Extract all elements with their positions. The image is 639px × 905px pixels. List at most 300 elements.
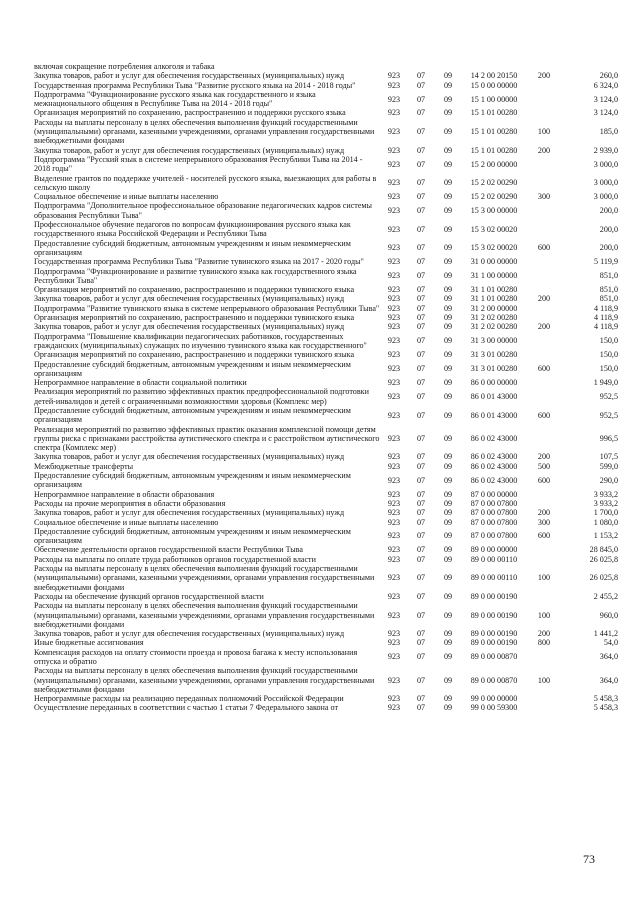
table-row	[34, 294, 618, 303]
row-expense-type-code	[530, 313, 558, 322]
row-amount: 952,5	[599, 392, 618, 402]
row-amount: 185,0	[599, 127, 618, 137]
row-section-code: 07	[416, 178, 426, 188]
row-target-code: 31 3 01 00280	[470, 364, 518, 374]
row-amount: 3 933,2	[593, 498, 618, 508]
row-expense-type-code	[530, 499, 558, 508]
row-subsection-code: 09	[443, 675, 453, 685]
row-admin-code: 923	[387, 224, 401, 234]
table-row	[34, 387, 618, 406]
row-name: Расходы на выплаты персоналу в целях обеспечения выполнения функций государственными (муниципальными) органами, казенными учреждениями, органами управления государственными внебюджетными фондами	[34, 601, 375, 629]
row-expense-type-code	[530, 90, 558, 109]
row-expense-type-code: 600	[537, 475, 551, 485]
table-row	[34, 62, 618, 71]
row-expense-type-code	[530, 332, 558, 351]
row-section-code: 07	[416, 461, 426, 471]
row-amount: 4 118,9	[594, 303, 618, 313]
row-section-code: 07	[416, 638, 426, 648]
row-target-code: 31 0 00 00000	[470, 257, 518, 267]
row-expense-type-code: 800	[537, 638, 551, 648]
row-section-code: 07	[416, 545, 426, 555]
row-name: Социальное обеспечение и иные выплаты населению	[34, 517, 219, 527]
table-row	[34, 555, 618, 564]
row-name: Иные бюджетные ассигнования	[34, 638, 144, 648]
row-subsection-code: 09	[443, 243, 453, 253]
table-row	[34, 313, 618, 322]
row-subsection-code: 09	[443, 531, 453, 541]
row-section-code: 07	[416, 303, 426, 313]
table-row	[34, 452, 618, 461]
row-section-code: 07	[416, 452, 426, 462]
table-row	[34, 332, 618, 351]
table-row	[34, 71, 618, 80]
row-amount: 1 153,2	[593, 531, 618, 541]
table-row	[34, 564, 618, 592]
row-amount: 3 000,0	[593, 159, 618, 169]
row-amount: 5 119,9	[594, 257, 618, 267]
row-name: Закупка товаров, работ и услуг для обеспечения государственных (муниципальных) нужд	[34, 452, 345, 462]
row-subsection-code: 09	[443, 94, 453, 104]
row-subsection-code: 09	[443, 433, 453, 443]
row-admin-code: 923	[387, 475, 401, 485]
row-admin-code: 923	[387, 322, 401, 332]
row-expense-type-code: 200	[537, 71, 551, 81]
row-amount: 5 458,3	[593, 694, 618, 704]
table-row	[34, 648, 618, 667]
row-amount: 1 949,0	[593, 378, 618, 388]
row-subsection-code: 09	[443, 545, 453, 555]
row-expense-type-code: 600	[537, 364, 551, 374]
row-name: Подпрограмма "Русский язык в системе непрерывного образования Республики Тыва на 2014 - 2018 годы"	[34, 154, 363, 174]
row-section-code: 07	[416, 508, 426, 518]
row-target-code: 31 1 00 00000	[470, 271, 518, 281]
row-expense-type-code: 100	[537, 675, 551, 685]
row-amount: 3 000,0	[593, 192, 618, 202]
row-section-code: 07	[416, 294, 426, 304]
row-target-code	[458, 62, 530, 71]
row-admin-code: 923	[387, 545, 401, 555]
row-expense-type-code: 200	[537, 508, 551, 518]
row-target-code: 86 0 01 43000	[470, 392, 518, 402]
row-name: Организация мероприятий по сохранению, распространению и поддержки тувинского языка	[34, 285, 355, 295]
row-amount: 3 124,0	[593, 108, 618, 118]
row-name: Реализация мероприятий по развитию эффективных практик оказания комплексной помощи детям группы риска с признаками расстройства аутистического спектра и с расстройством аутистического спектра (Комплекс мер)	[34, 424, 380, 453]
row-expense-type-code	[530, 174, 558, 193]
row-expense-type-code	[530, 694, 558, 703]
table-row	[34, 425, 618, 453]
row-expense-type-code: 200	[537, 145, 551, 155]
row-admin-code: 923	[387, 71, 401, 81]
table-row	[34, 257, 618, 266]
table-row	[34, 155, 618, 174]
table-row	[34, 174, 618, 193]
row-target-code: 89 0 00 00190	[470, 629, 518, 639]
row-expense-type-code: 200	[537, 294, 551, 304]
row-expense-type-code	[530, 378, 558, 387]
table-row	[34, 518, 618, 527]
row-subsection-code: 09	[443, 224, 453, 234]
row-section-code: 07	[416, 489, 426, 499]
row-expense-type-code: 500	[537, 461, 551, 471]
table-row	[34, 81, 618, 90]
row-admin-code: 923	[387, 313, 401, 323]
row-subsection-code: 09	[443, 159, 453, 169]
row-expense-type-code	[530, 387, 558, 406]
table-row	[34, 527, 618, 546]
row-amount: 260,0	[599, 71, 618, 81]
row-name: Расходы на прочие мероприятия в области образования	[34, 498, 226, 508]
row-subsection-code: 09	[443, 145, 453, 155]
row-name: Непрограммные расходы на реализацию переданных полномочий Российской Федерации	[34, 694, 344, 704]
row-target-code: 15 1 01 00280	[470, 145, 518, 155]
table-row	[34, 108, 618, 117]
row-target-code: 15 2 00 00000	[470, 159, 518, 169]
row-subsection-code: 09	[443, 271, 453, 281]
table-row	[34, 304, 618, 313]
row-section-code: 07	[416, 145, 426, 155]
row-name: Организация мероприятий по сохранению, распространению и поддержки тувинского языка	[34, 350, 355, 360]
row-subsection-code: 09	[443, 694, 453, 704]
row-amount: 4 118,9	[594, 322, 618, 332]
table-row	[34, 499, 618, 508]
row-subsection-code: 09	[443, 410, 453, 420]
row-target-code: 99 0 00 59300	[470, 703, 518, 713]
row-admin-code: 923	[387, 498, 401, 508]
row-name: Межбюджетные трансферты	[34, 461, 134, 471]
row-admin-code: 923	[387, 591, 401, 601]
row-amount: 5 458,3	[593, 703, 618, 713]
row-admin-code: 923	[387, 489, 401, 499]
row-target-code: 31 3 01 00280	[470, 350, 518, 360]
row-admin-code: 923	[387, 461, 401, 471]
row-amount: 54,0	[603, 638, 618, 648]
row-amount: 150,0	[599, 364, 618, 374]
row-expense-type-code: 100	[537, 127, 551, 137]
page-number: 73	[583, 852, 595, 866]
row-admin-code: 923	[387, 294, 401, 304]
row-admin-code: 923	[387, 652, 401, 662]
row-target-code: 89 0 00 00110	[470, 573, 518, 583]
row-section-code: 07	[416, 498, 426, 508]
row-name: Организация мероприятий по сохранению, распространению и поддержки тувинского языка	[34, 313, 355, 323]
row-name: Обеспечение деятельности органов государственной власти Республики Тыва	[34, 545, 303, 555]
row-name: Организация мероприятий по сохранению, распространению и поддержки русского языка	[34, 108, 346, 118]
row-subsection-code: 09	[443, 475, 453, 485]
row-subsection-code: 09	[443, 80, 453, 90]
row-amount: 290,0	[599, 475, 618, 485]
row-subsection-code: 09	[443, 350, 453, 360]
row-section-code: 07	[416, 475, 426, 485]
row-admin-code: 923	[387, 206, 401, 216]
table-row	[34, 462, 618, 471]
table-row	[34, 545, 618, 554]
row-subsection-code: 09	[443, 591, 453, 601]
row-admin-code: 923	[387, 638, 401, 648]
row-expense-type-code	[530, 108, 558, 117]
row-admin-code: 923	[387, 610, 401, 620]
row-target-code: 87 0 00 07800	[470, 517, 518, 527]
row-expense-type-code	[530, 81, 558, 90]
row-amount: 200,0	[599, 243, 618, 253]
row-expense-type-code: 200	[537, 322, 551, 332]
row-target-code: 15 1 00 00000	[470, 94, 518, 104]
table-row	[34, 703, 618, 712]
row-subsection-code: 09	[443, 206, 453, 216]
row-admin-code: 923	[387, 159, 401, 169]
row-admin-code: 923	[387, 350, 401, 360]
row-target-code: 89 0 00 00110	[470, 554, 518, 564]
row-target-code: 31 2 00 00000	[470, 303, 518, 313]
row-subsection-code: 09	[443, 364, 453, 374]
row-admin-code: 923	[387, 80, 401, 90]
row-section-code: 07	[416, 71, 426, 81]
row-subsection-code: 09	[443, 322, 453, 332]
row-admin-code: 923	[387, 452, 401, 462]
row-amount: 6 324,0	[593, 80, 618, 90]
row-name: Предоставление субсидий бюджетным, автономным учреждениям и иным некоммерческим организациям	[34, 238, 351, 257]
row-name: Закупка товаров, работ и услуг для обеспечения государственных (муниципальных) нужд	[34, 145, 345, 155]
row-subsection-code: 09	[443, 285, 453, 295]
row-subsection-code: 09	[443, 573, 453, 583]
row-admin-code: 923	[387, 694, 401, 704]
row-amount: 28 845,0	[589, 545, 618, 555]
row-amount: 150,0	[599, 336, 618, 346]
row-section-code: 07	[416, 517, 426, 527]
row-target-code: 87 0 00 07800	[470, 498, 518, 508]
table-row	[34, 146, 618, 155]
row-name: Выделение грантов по поддержке учителей - носителей русского языка, выезжающих для работы в сельскую школу	[34, 173, 377, 192]
row-expense-type-code	[530, 155, 558, 174]
row-section-code: 07	[416, 285, 426, 295]
row-name: Предоставление субсидий бюджетным, автономным учреждениям и иным некоммерческим организациям	[34, 359, 351, 378]
row-amount: 3 000,0	[593, 178, 618, 188]
table-row	[34, 694, 618, 703]
table-row	[34, 601, 618, 629]
row-section-code: 07	[416, 675, 426, 685]
row-subsection-code: 09	[443, 554, 453, 564]
row-expense-type-code: 600	[537, 410, 551, 420]
row-name: Закупка товаров, работ и услуг для обеспечения государственных (муниципальных) нужд	[34, 508, 345, 518]
row-admin-code: 923	[387, 703, 401, 713]
table-row	[34, 638, 618, 647]
row-section-code: 07	[416, 108, 426, 118]
row-amount: 599,0	[599, 461, 618, 471]
row-amount: 200,0	[599, 206, 618, 216]
row-expense-type-code	[530, 201, 558, 220]
row-section-code: 07	[416, 629, 426, 639]
budget-table	[34, 62, 618, 713]
row-section-code: 07	[416, 127, 426, 137]
row-amount: 996,5	[599, 433, 618, 443]
row-subsection-code: 09	[443, 108, 453, 118]
row-expense-type-code: 600	[537, 531, 551, 541]
row-target-code: 86 0 02 43000	[470, 433, 518, 443]
table-row	[34, 90, 618, 109]
row-name: Закупка товаров, работ и услуг для обеспечения государственных (муниципальных) нужд	[34, 629, 345, 639]
row-name: Предоставление субсидий бюджетным, автономным учреждениям и иным некоммерческим организациям	[34, 405, 351, 425]
row-subsection-code: 09	[443, 452, 453, 462]
row-amount: 3 124,0	[593, 94, 618, 104]
row-subsection-code: 09	[443, 652, 453, 662]
row-amount: 3 933,2	[593, 489, 618, 499]
row-name: Предоставление субсидий бюджетным, автономным учреждениям и иным некоммерческим организациям	[34, 471, 351, 490]
table-row	[34, 201, 618, 220]
row-expense-type-code: 300	[537, 517, 551, 527]
row-admin-code: 923	[387, 364, 401, 374]
row-name: Предоставление субсидий бюджетным, автономным учреждениям и иным некоммерческим организациям	[34, 526, 351, 546]
table-row	[34, 360, 618, 379]
row-admin-code: 923	[387, 243, 401, 253]
row-expense-type-code	[530, 555, 558, 564]
row-target-code: 86 0 02 43000	[470, 461, 518, 471]
row-name: Реализация мероприятий по развитию эффективных практик предпрофессиональной подготовки детей-инвалидов и детей с ограниченными возможностями здоровья (Комплекс мер)	[34, 387, 369, 406]
row-amount: 26 025,8	[589, 554, 618, 564]
row-subsection-code: 09	[443, 629, 453, 639]
row-admin-code: 923	[387, 271, 401, 281]
row-admin-code: 923	[387, 108, 401, 118]
row-section-code: 07	[416, 392, 426, 402]
row-subsection-code: 09	[443, 178, 453, 188]
row-subsection-code: 09	[443, 336, 453, 346]
row-admin-code: 923	[387, 531, 401, 541]
row-expense-type-code	[530, 703, 558, 712]
row-name: Расходы на обеспечение функций органов государственной власти	[34, 591, 264, 601]
row-name: Государственная программа Республики Тыва "Развитие русского языка на 2014 - 2018 годы"	[34, 80, 356, 90]
row-section-code: 07	[416, 159, 426, 169]
row-name: Расходы на выплаты персоналу в целях обеспечения выполнения функций государственными (муниципальными) органами, казенными учреждениями, органами управления государственными внебюджетными фондами	[34, 564, 375, 592]
row-name: Подпрограмма "Функционирование и развитие тувинского языка как государственного языка Республики Тыва"	[34, 266, 357, 285]
table-row	[34, 118, 618, 146]
row-target-code: 15 3 02 00020	[470, 224, 518, 234]
row-expense-type-code	[530, 425, 558, 453]
row-admin-code: 923	[387, 336, 401, 346]
row-section-code: 07	[416, 610, 426, 620]
row-expense-type-code	[530, 257, 558, 266]
row-amount: 851,0	[599, 271, 618, 281]
row-target-code: 89 0 00 00000	[470, 545, 518, 555]
table-row	[34, 406, 618, 425]
row-subsection-code: 09	[443, 517, 453, 527]
row-admin-code: 923	[387, 285, 401, 295]
row-target-code: 15 2 02 00290	[470, 178, 518, 188]
row-subsection-code: 09	[443, 294, 453, 304]
row-target-code: 89 0 00 00190	[470, 610, 518, 620]
row-subsection-code: 09	[443, 703, 453, 713]
row-section-code: 07	[416, 591, 426, 601]
row-expense-type-code	[530, 648, 558, 667]
table-row	[34, 267, 618, 286]
row-section-code: 07	[416, 703, 426, 713]
row-admin-code: 923	[387, 178, 401, 188]
row-section-code: 07	[416, 206, 426, 216]
row-section-code: 07	[416, 271, 426, 281]
row-admin-code: 923	[387, 517, 401, 527]
row-expense-type-code	[530, 490, 558, 499]
row-subsection-code: 09	[443, 489, 453, 499]
row-target-code: 31 2 02 00280	[470, 313, 518, 323]
table-row	[34, 490, 618, 499]
row-admin-code: 923	[387, 410, 401, 420]
row-admin-code: 923	[387, 192, 401, 202]
row-expense-type-code: 300	[537, 192, 551, 202]
row-target-code: 15 3 00 00000	[470, 206, 518, 216]
row-target-code: 99 0 00 00000	[470, 694, 518, 704]
row-subsection-code	[438, 62, 458, 71]
row-expense-type-code: 600	[537, 243, 551, 253]
row-expense-type-code	[530, 592, 558, 601]
row-subsection-code: 09	[443, 498, 453, 508]
table-row	[34, 350, 618, 359]
row-amount: 26 025,8	[589, 573, 618, 583]
row-name: Подпрограмма "Повышение квалификации педагогических работников, государственных гражданских (муниципальных) служащих по изучению тувинского языка как государственного"	[34, 331, 367, 350]
row-name: Закупка товаров, работ и услуг для обеспечения государственных (муниципальных) нужд	[34, 322, 345, 332]
row-section-code: 07	[416, 243, 426, 253]
row-admin-code: 923	[387, 573, 401, 583]
row-target-code: 86 0 01 43000	[470, 410, 518, 420]
row-name: Подпрограмма "Развитие тувинского языка в системе непрерывного образования Республики Тыва"	[34, 303, 380, 313]
row-admin-code: 923	[387, 433, 401, 443]
row-target-code: 31 3 00 00000	[470, 336, 518, 346]
row-subsection-code: 09	[443, 71, 453, 81]
row-name: Расходы на выплаты по оплате труда работников органов государственной власти	[34, 554, 316, 564]
row-target-code: 89 0 00 00190	[470, 591, 518, 601]
row-name: Непрограммное направление в области социальной политики	[34, 378, 247, 388]
row-expense-type-code: 200	[537, 452, 551, 462]
row-admin-code: 923	[387, 145, 401, 155]
row-section-code: 07	[416, 573, 426, 583]
row-expense-type-code: 100	[537, 573, 551, 583]
row-section-code: 07	[416, 554, 426, 564]
budget-table-body	[34, 62, 618, 713]
row-admin-code: 923	[387, 675, 401, 685]
row-admin-code: 923	[387, 94, 401, 104]
row-admin-code: 923	[387, 257, 401, 267]
row-target-code: 89 0 00 00870	[470, 675, 518, 685]
row-subsection-code: 09	[443, 303, 453, 313]
row-name: Компенсация расходов на оплату стоимости проезда и провоза багажа к месту использования отпуска и обратно	[34, 647, 358, 666]
row-amount: 200,0	[599, 224, 618, 234]
table-row	[34, 508, 618, 517]
row-section-code: 07	[416, 433, 426, 443]
row-section-code: 07	[416, 531, 426, 541]
row-subsection-code: 09	[443, 313, 453, 323]
row-name: Подпрограмма "Дополнительное профессиональное образование педагогических кадров системы образования Республики Тыва"	[34, 201, 372, 220]
row-admin-code: 923	[387, 629, 401, 639]
row-amount: 4 118,9	[594, 313, 618, 323]
row-amount: 1 441,2	[593, 629, 618, 639]
row-target-code: 89 0 00 00190	[470, 638, 518, 648]
row-target-code: 15 0 00 00000	[470, 80, 518, 90]
table-row	[34, 629, 618, 638]
row-name: Непрограммное направление в области образования	[34, 489, 215, 499]
row-admin-code	[384, 62, 404, 71]
row-subsection-code: 09	[443, 127, 453, 137]
row-amount: 150,0	[599, 350, 618, 360]
row-expense-type-code	[530, 220, 558, 239]
row-amount: 851,0	[599, 294, 618, 304]
row-name: включая сокращение потребления алкоголя и табака	[34, 62, 215, 71]
row-target-code: 15 1 01 00280	[470, 127, 518, 137]
row-name: Закупка товаров, работ и услуг для обеспечения государственных (муниципальных) нужд	[34, 294, 345, 304]
row-target-code: 31 1 01 00280	[470, 294, 518, 304]
row-subsection-code: 09	[443, 192, 453, 202]
row-target-code: 86 0 02 43000	[470, 452, 518, 462]
row-section-code: 07	[416, 336, 426, 346]
row-target-code: 87 0 00 07800	[470, 531, 518, 541]
row-subsection-code: 09	[443, 392, 453, 402]
row-section-code: 07	[416, 80, 426, 90]
row-section-code: 07	[416, 94, 426, 104]
